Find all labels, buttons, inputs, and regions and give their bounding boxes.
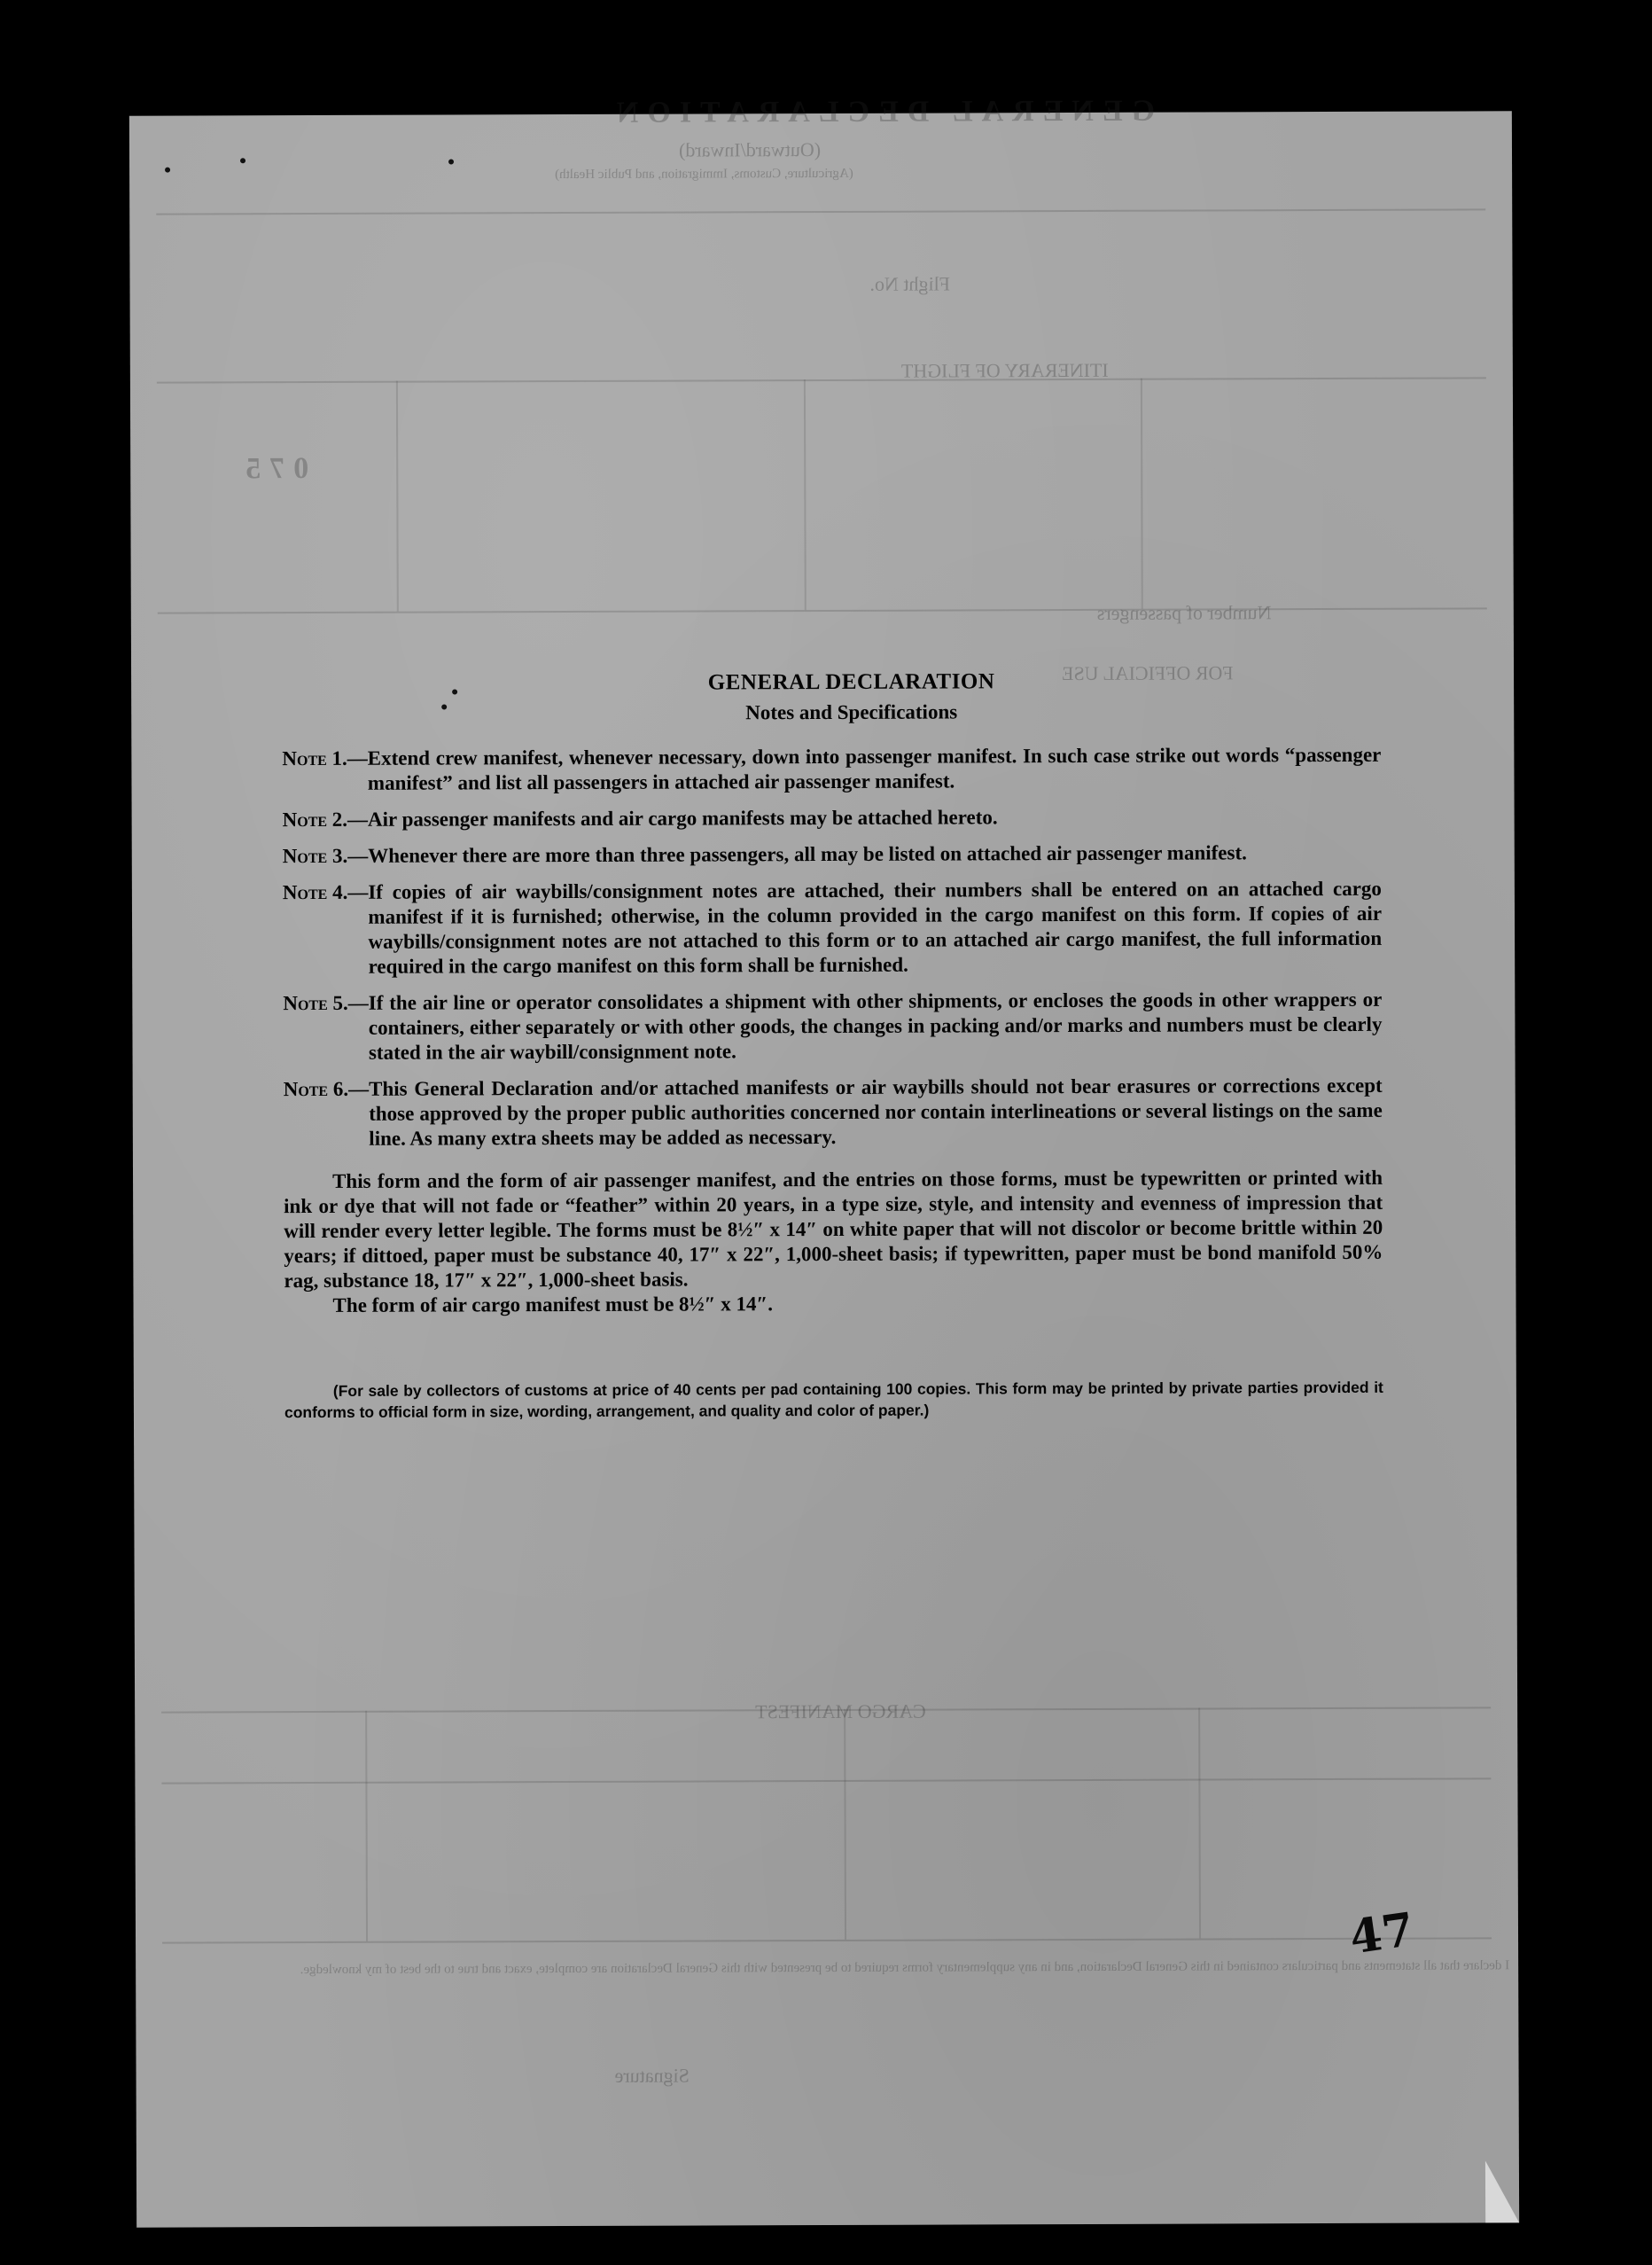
- note-item: [283, 988, 1382, 1066]
- note-label: Note 1.—: [282, 746, 368, 770]
- handwritten-page-number: 47: [1346, 1902, 1418, 1965]
- bleed-rule: [162, 1937, 1492, 1943]
- note-text: This General Declaration and/or attached manifests or air waybills should not bear erasures or corrections except those approved by the proper public authorities concerned nor contain interlineations or several listings on the same line. As many extra sheets may be added as necessary.: [369, 1074, 1383, 1150]
- note-text: Extend crew manifest, whenever necessary, down into passenger manifest. In such case strike out words “passenger manifest” and list all passengers in attached air passenger manifest.: [367, 743, 1382, 794]
- note-item: [283, 804, 1382, 832]
- note-label: Note 2.—: [282, 808, 369, 832]
- bleed-stamp-number: 075: [237, 452, 309, 486]
- notes-section: [282, 668, 1383, 1423]
- ink-speck: [448, 159, 454, 164]
- note-text: Whenever there are more than three passengers, all may be listed on attached air passenger manifest.: [368, 841, 1247, 867]
- note-text: If the air line or operator consolidates a shipment with other shipments, or encloses the goods in other wrappers or containers, either separately or with other goods, the changes in packing and/or marks and numbers must be clearly stated in the air waybill/consignment note.: [368, 988, 1383, 1064]
- document-title: GENERAL DECLARATION: [707, 669, 995, 695]
- bleed-rule: [1198, 1708, 1201, 1939]
- bleed-rule: [161, 1777, 1491, 1784]
- bleed-rule: [804, 379, 807, 610]
- page-corner-fold: [1485, 2160, 1519, 2222]
- note-label: Note 6.—: [283, 1077, 370, 1101]
- document-page: [129, 94, 1519, 2227]
- bleed-flight-no: Flight No.: [869, 272, 951, 295]
- bleed-official-use: FOR OFFICIAL USE: [1062, 661, 1234, 685]
- note-text: If copies of air waybills/consignment notes are attached, their numbers shall be entered on an attached cargo manifest if it is furnished; otherwise, in the column provided in the cargo manifest on this form. If copies of air waybills/consignment notes are not attached to this form or to an attached air cargo manifest, the full information required in the cargo manifest on this form shall be furnished.: [368, 877, 1383, 978]
- bleed-rule: [844, 1709, 846, 1940]
- bleed-header-sub: (Outward/Inward): [678, 138, 822, 161]
- document-subtitle: Notes and Specifications: [745, 700, 958, 724]
- note-item: [284, 1074, 1383, 1152]
- bleed-rule: [156, 208, 1485, 215]
- bleed-rule: [365, 1711, 368, 1941]
- bleed-itinerary: ITINERARY OF FLIGHT: [900, 358, 1109, 382]
- bleed-declaration: I declare that all statements and particulars contained in this General Declaration, and in any supplementary forms required to be presented with this General Declaration are complete, exact and true to the best of my knowledge.: [300, 1958, 1510, 1978]
- bleed-rule: [157, 377, 1486, 383]
- note-label: Note 4.—: [282, 880, 369, 904]
- bleed-rule: [158, 607, 1487, 613]
- sale-note: (For sale by collectors of customs at price of 40 cents per pad containing 100 copies. This form may be printed by private parties provided it conforms to official form in size, wording, arrangement, and quality and color of paper.): [284, 1378, 1383, 1422]
- note-item: [283, 877, 1382, 980]
- bleed-cargo-manifest: CARGO MANIFEST: [755, 1699, 926, 1723]
- note-item: [283, 840, 1382, 869]
- ink-speck: [165, 168, 170, 173]
- ink-speck: [240, 158, 245, 163]
- bleed-header-title: GENERAL DECLARATION: [607, 94, 1156, 129]
- bleed-crew: Number of passengers: [1096, 601, 1272, 624]
- bleed-rule: [1141, 379, 1143, 609]
- bleed-header-sub2: (Agriculture, Customs, Immigration, and Public Health): [555, 166, 853, 183]
- note-item: [282, 743, 1381, 796]
- note-label: Note 3.—: [282, 844, 369, 868]
- form-requirements-paragraph: This form and the form of air passenger manifest, and the entries on those forms, must be typewritten or printed with ink or dye that will not fade or “feather” within 20 years, in a type size, style, and intensity and evenness of impression that will render every letter legible. The forms must be 8½″ x 14″ on white paper that will not discolor or become brittle within 20 years; if dittoed, paper must be substance 40, 17″ x 22″, 1,000-sheet basis; if typewritten, paper must be bond manifold 50% rag, substance 18, 17″ x 22″, 1,000-sheet basis.: [284, 1166, 1383, 1293]
- note-text: Air passenger manifests and air cargo manifests may be attached hereto.: [367, 806, 998, 831]
- bleed-signature: Signature: [614, 2064, 690, 2087]
- note-label: Note 5.—: [283, 991, 369, 1015]
- bleed-rule: [396, 381, 399, 612]
- cargo-manifest-size-paragraph: The form of air cargo manifest must be 8½″ x 14″.: [332, 1293, 773, 1316]
